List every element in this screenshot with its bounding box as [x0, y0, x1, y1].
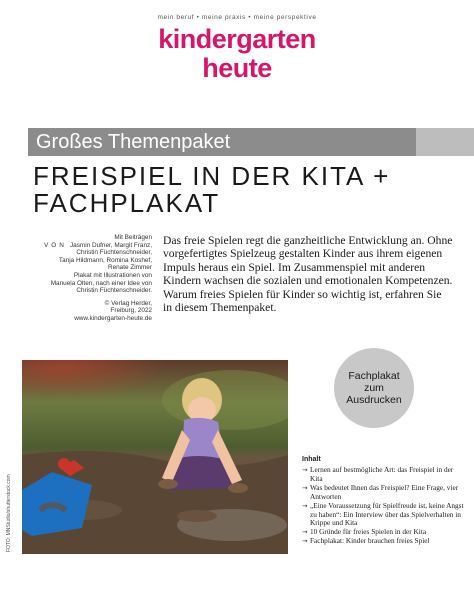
contents-item: → Was bedeutet Ihnen das Freispiel? Eine Frage, vier Antworten — [302, 484, 467, 502]
credits-poster-line: Christin Füchtenschneider. — [76, 287, 152, 295]
headline-line1: FREISPIEL IN DER KITA + — [33, 161, 391, 191]
contents-heading: Inhalt — [302, 456, 321, 463]
photo-credit: FOTO: MNStudio/shutterstock.com — [6, 474, 12, 552]
contents-item: → Lernen auf bestmögliche Art: das Freispiel in der Kita — [302, 466, 467, 484]
credits-author-line: Tanja Hildmann, Romina Koshef, — [58, 256, 152, 264]
topic-bar-extension — [416, 128, 474, 156]
photo-illustration — [22, 360, 288, 554]
credits-website-link[interactable]: www.kindergarten-heute.de — [74, 314, 152, 322]
credits-author-line: Jasmin Dufner, Margit Franz, — [69, 241, 152, 249]
credits-copyright-line: Freiburg, 2022 — [110, 307, 152, 315]
intro-paragraph: Das freie Spielen regt die ganzheitliche Entwicklung an. Ohne vorgefertigtes Spielzeug gestalten Kinder aus ihrem eigenen Impuls heraus ein Spiel. Im Zusammenspiel mit anderen Kindern wachsen die sozialen und emotionalen Kompetenzen. Warum freies Spielen für Kinder so wichtig ist, erfahren Sie in diesem Themenpaket. — [163, 234, 453, 315]
contents-item: → 10 Gründe für freies Spielen in der Kita — [302, 528, 467, 537]
poster-badge — [334, 348, 414, 428]
credits-von-label: VON — [44, 242, 67, 249]
credits-author-line: Renate Zimmer — [107, 264, 152, 272]
headline-line2: FACHPLAKAT — [33, 188, 221, 218]
tagline: mein beruf • meine praxis • meine perspektive — [157, 14, 317, 21]
credits-with-label: Mit Beiträgen — [114, 234, 152, 241]
contents-list — [302, 466, 467, 546]
credits-author-line: Christin Füchtenschneider, — [76, 249, 152, 257]
poster-badge-label: Fachplakat zum Ausdrucken — [346, 370, 402, 406]
credits-copyright-line: © Verlag Herder, — [104, 299, 152, 307]
credits-block — [28, 234, 152, 323]
credits-poster-line: Manuela Olten, nach einer Idee von — [50, 279, 152, 287]
brand-logo-line1: kindergarten — [158, 24, 316, 54]
brand-logo-line2: heute — [202, 53, 272, 83]
child-playing-in-mud-photo — [22, 360, 288, 554]
contents-item: → Fachplakat: Kinder brauchen freies Spiel — [302, 537, 467, 546]
credits-poster-line: Plakat mit Illustrationen von — [73, 271, 152, 279]
topic-label: Großes Themenpaket — [36, 131, 231, 153]
contents-item: → „Eine Voraussetzung für Spielfreude ist, keine Angst zu haben“: Ein Interview über das Spielverhalten in Krippe und Kita — [302, 502, 467, 529]
